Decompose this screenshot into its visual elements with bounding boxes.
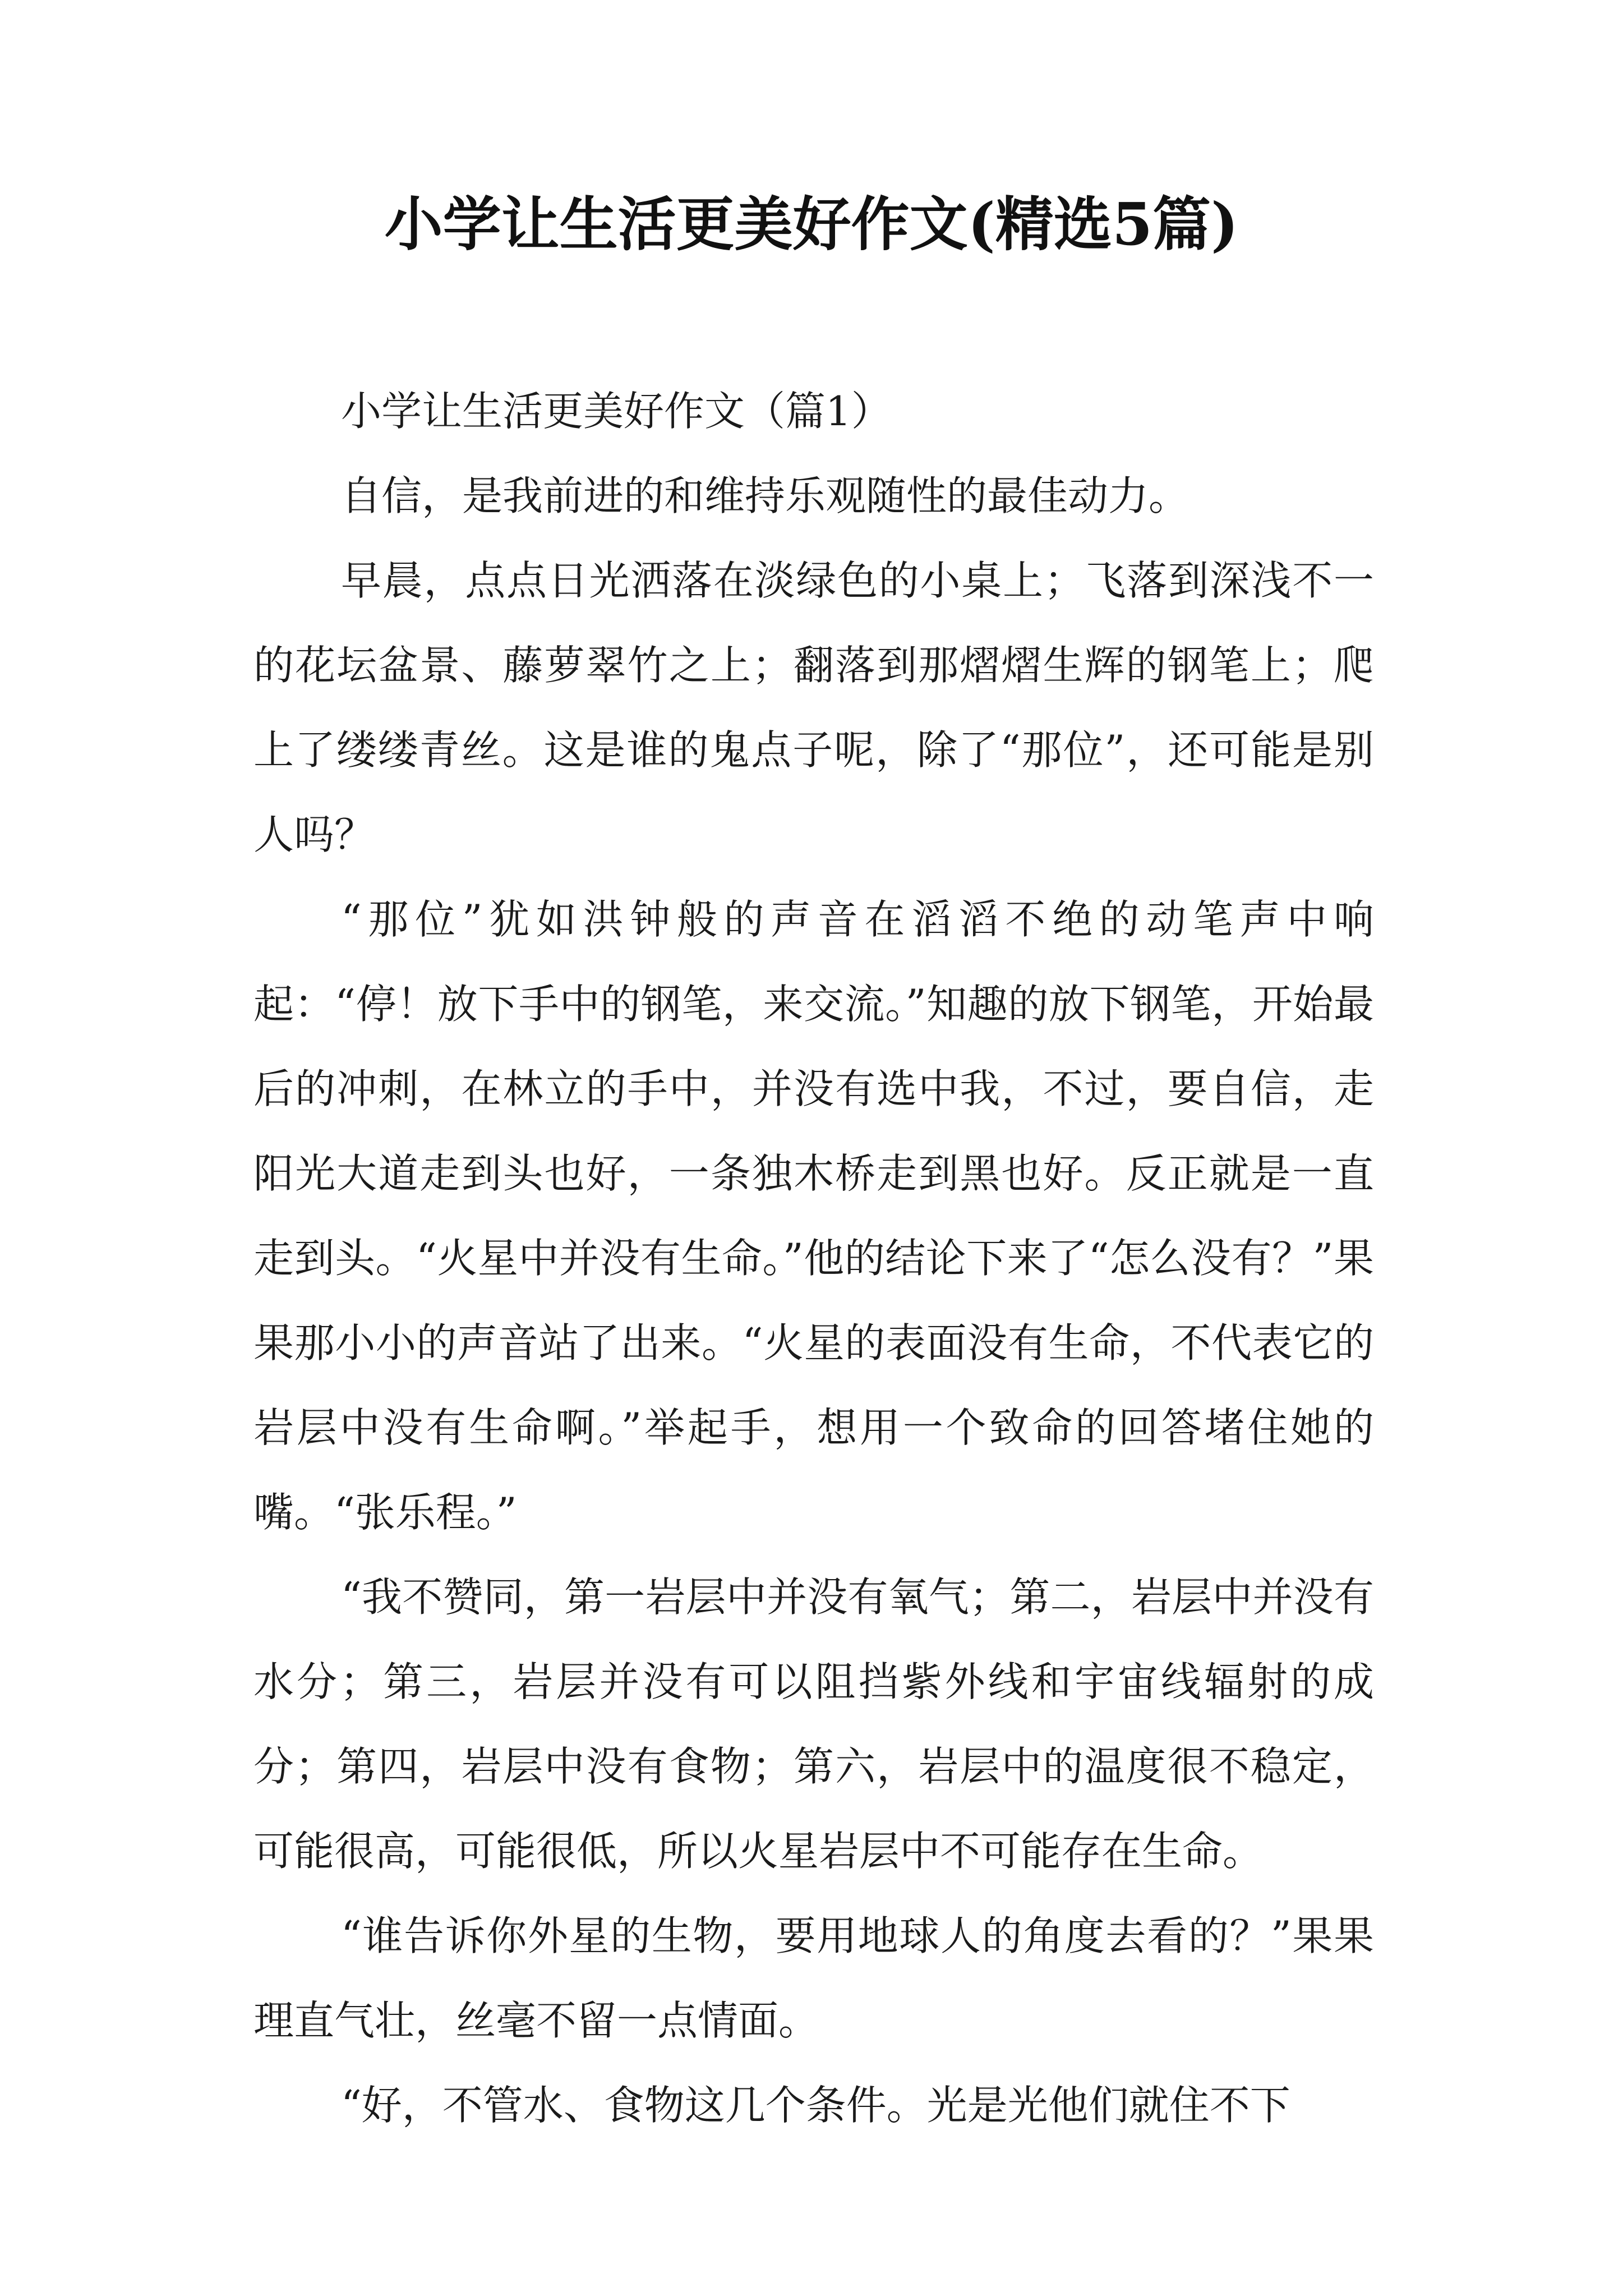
body-paragraph: “那位”犹如洪钟般的声音在滔滔不绝的动笔声中响起：“停！放下手中的钢笔，来交流。”知趣的放下钢笔，开始最后的冲刺，在林立的手中，并没有选中我，不过，要自信，走阳光大道走到头也好，一条独木桥走到黑也好。反正就是一直走到头。“火星中并没有生命。”他的结论下来了“怎么没有？”果果那小小的声音站了出来。“火星的表面没有生命，不代表它的岩层中没有生命啊。”举起手，想用一个致命的回答堵住她的嘴。“张乐程。”	[253, 896, 1374, 1536]
body-paragraph: 自信，是我前进的和维持乐观随性的最佳动力。	[341, 472, 1189, 519]
body-paragraph: “谁告诉你外星的生物，要用地球人的角度去看的？”果果理直气壮，丝毫不留一点情面。	[253, 1912, 1374, 2044]
document-title: 小学让生活更美好作文(精选5篇)	[384, 190, 1239, 259]
body-paragraph: “好，不管水、食物这几个条件。光是光他们就住不下	[341, 2082, 1290, 2129]
body-paragraph: 早晨，点点日光洒落在淡绿色的小桌上；飞落到深浅不一的花坛盆景、藤萝翠竹之上；翻落到那熠熠生辉的钢笔上；爬上了缕缕青丝。这是谁的鬼点子呢，除了“那位”，还可能是别人吗？	[253, 557, 1374, 858]
heading-paragraph: 小学让生活更美好作文（篇1）	[341, 388, 892, 435]
body-paragraph: “我不赞同，第一岩层中并没有氧气；第二，岩层中并没有水分；第三，岩层并没有可以阻挡紫外线和宇宙线辐射的成分；第四，岩层中没有食物；第六，岩层中的温度很不稳定，可能很高，可能很低，所以火星岩层中不可能存在生命。	[253, 1573, 1374, 1875]
document-body	[253, 369, 1374, 2148]
